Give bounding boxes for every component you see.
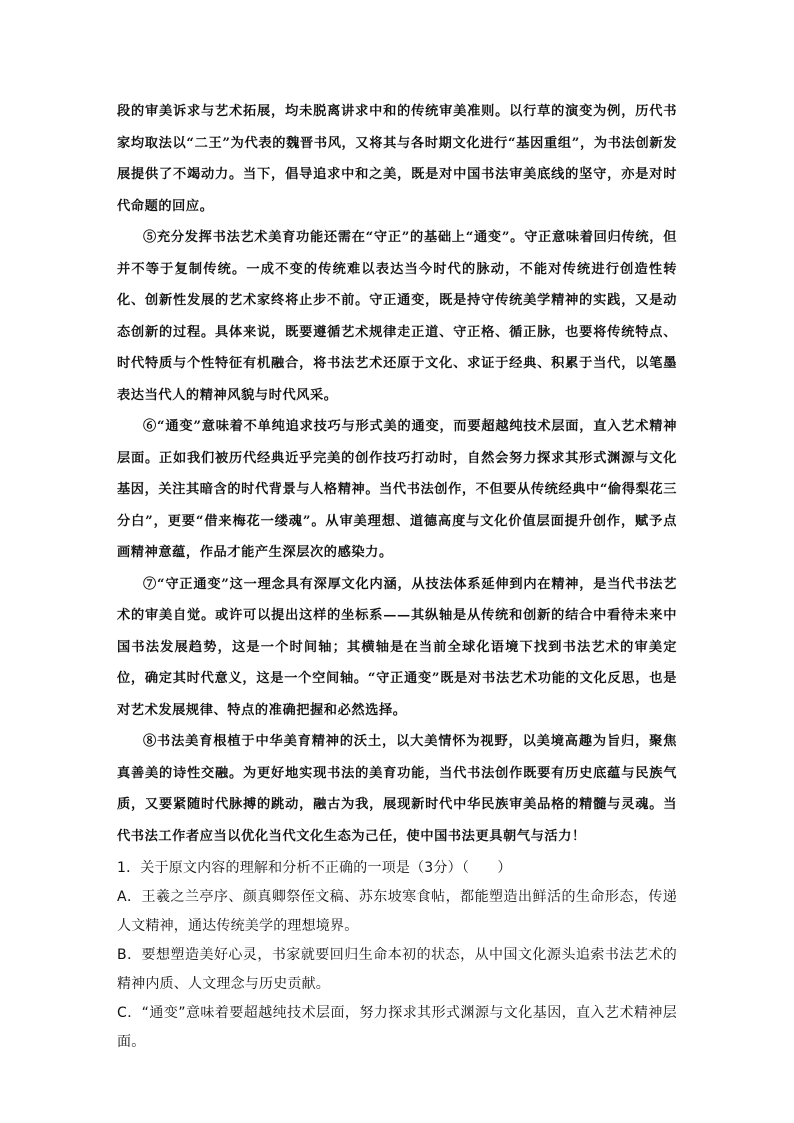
question-title: 1．关于原文内容的理解和分析不正确的一项是（3分）（ ） [117,860,512,876]
paragraph-5: ⑤充分发挥书法艺术美育功能还需在“守正”的基础上“通变”。守正意味着回归传统，但并不等于复制传统。一成不变的传统难以表达当今时代的脉动，不能对传统进行创造性转化、创新性发展的艺术家终将止步不前。守正通变，既是持守传统美学精神的实践，又是动态创新的过程。具体来说，既要遵循艺术规律走正道、守正格、循正脉，也要将传统特点、时代特质与个性特征有机融合，将书法艺术还原于文化、求证于经典、积累于当代，以笔墨表达当代人的精神风貌与时代风采。 [117,230,677,403]
document-page [117,96,677,1057]
paragraph-8: ⑧书法美育根植于中华美育精神的沃土，以大美情怀为视野，以美境高趣为旨归，聚焦真善美的诗性交融。为更好地实现书法的美育功能，当代书法创作既要有历史底蕴与民族气质，又要紧随时代脉搏的跳动，融古为我，展现新时代中华民族审美品格的精髓与灵魂。当代书法工作者应当以优化当代文化生态为己任，使中国书法更具朝气与活力！ [117,734,677,844]
paragraph-6: ⑥“通变”意味着不单纯追求技巧与形式美的通变，而要超越纯技术层面，直入艺术精神层面。正如我们被历代经典近乎完美的创作技巧打动时，自然会努力探求其形式渊源与文化基因，关注其暗含的时代背景与人格精神。当代书法创作，不但要从传统经典中“偷得梨花三分白”，更要“借来梅花一缕魂”。从审美理想、道德高度与文化价值层面提升创作，赋予点画精神意蕴，作品才能产生深层次的感染力。 [117,419,677,560]
option-b: B．要想塑造美好心灵，书家就要回归生命本初的状态，从中国文化源头追索书法艺术的精神内质、人文理念与历史贡献。 [117,947,677,992]
option-a: A．王羲之兰亭序、颜真卿祭侄文稿、苏东坡寒食帖，都能塑造出鲜活的生命形态，传递人文精神，通达传统美学的理想境界。 [117,889,677,934]
paragraph-7: ⑦“守正通变”这一理念具有深厚文化内涵，从技法体系延伸到内在精神，是当代书法艺术的审美自觉。或许可以提出这样的坐标系——其纵轴是从传统和创新的结合中看待未来中国书法发展趋势，这是一个时间轴；其横轴是在当前全球化语境下找到书法艺术的审美定位，确定其时代意义，这是一个空间轴。“守正通变”既是对书法艺术功能的文化反思，也是对艺术发展规律、特点的准确把握和必然选择。 [117,576,677,718]
paragraph-continued: 段的审美诉求与艺术拓展，均未脱离讲求中和的传统审美准则。以行草的演变为例，历代书家均取法以“二王”为代表的魏晋书风，又将其与各时期文化进行“基因重组”，为书法创新发展提供了不竭动力。当下，倡导追求中和之美，既是对中国书法审美底线的坚守，亦是对时代命题的回应。 [117,104,677,214]
option-c: C．“通变”意味着要超越纯技术层面，努力探求其形式渊源与文化基因，直入艺术精神层面。 [117,1005,677,1050]
